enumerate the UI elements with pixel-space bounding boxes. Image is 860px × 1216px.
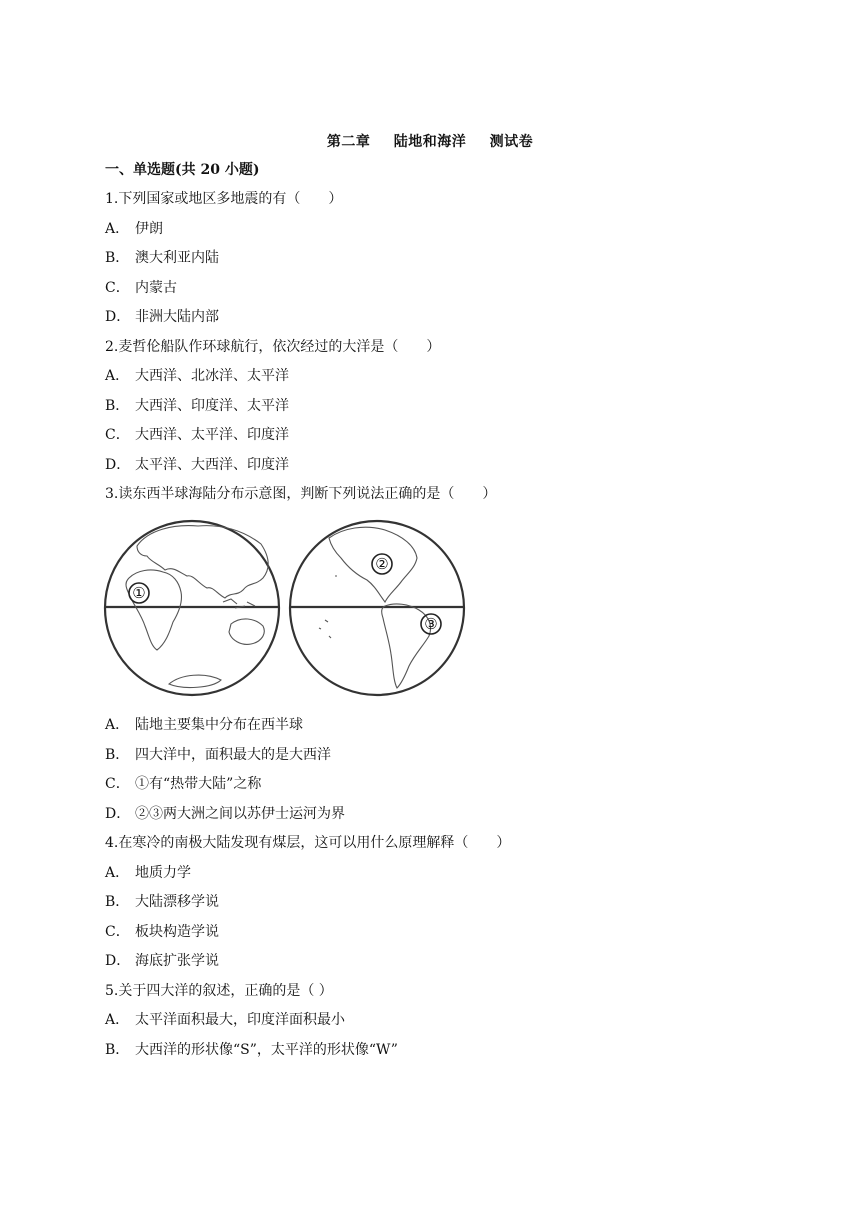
option-letter: D． (105, 953, 131, 969)
option-letter: B． (105, 747, 130, 763)
title-topic: 陆地和海洋 (393, 134, 467, 150)
title-test: 测试卷 (489, 134, 534, 150)
question-3-option-c (105, 775, 261, 793)
question-1-option-d (105, 308, 219, 326)
question-5-option-b (105, 1041, 398, 1059)
option-letter: A． (105, 1012, 130, 1028)
question-4-option-d (105, 952, 219, 970)
option-text: 四大洋中，面积最大的是大西洋 (135, 747, 331, 763)
question-5-stem: 5.关于四大洋的叙述，正确的是（ ） (105, 983, 333, 999)
option-letter: B． (105, 894, 130, 910)
option-text: 内蒙古 (135, 280, 177, 296)
antarctica-east-outline (169, 675, 221, 687)
question-3-option-b (105, 746, 331, 764)
option-letter: A． (105, 865, 130, 881)
question-2-stem: 2.麦哲伦船队作环球航行，依次经过的大洋是（ ） (105, 339, 441, 355)
option-letter: B． (105, 250, 130, 266)
section-heading: 一、单选题(共 20 小题) (105, 162, 260, 178)
question-1-option-b (105, 249, 219, 267)
option-letter: D． (105, 309, 131, 325)
marker-2-label: ② (375, 555, 389, 573)
option-text: 板块构造学说 (135, 924, 219, 940)
question-5-option-a (105, 1011, 345, 1029)
question-4-option-a (105, 864, 191, 882)
question-2-option-a (105, 367, 289, 385)
question-4-option-c (105, 923, 219, 941)
option-letter: D． (105, 457, 131, 473)
option-text: 大西洋、印度洋、太平洋 (135, 398, 289, 414)
question-1-option-a (105, 220, 163, 238)
option-text: 地质力学 (135, 865, 191, 881)
option-text: 大西洋、太平洋、印度洋 (135, 427, 289, 443)
option-letter: B． (105, 1042, 130, 1058)
question-2-option-d (105, 456, 289, 474)
question-1-option-c (105, 279, 177, 297)
option-text: 海底扩张学说 (135, 953, 219, 969)
option-text: 太平洋、大西洋、印度洋 (135, 457, 289, 473)
question-1-stem: 1.下列国家或地区多地震的有（ ） (105, 191, 343, 207)
hemispheres-map-figure (103, 516, 467, 700)
marker-1-label: ① (132, 584, 146, 602)
africa-outline (126, 570, 182, 650)
title-chapter: 第二章 (326, 134, 371, 150)
question-3-option-a (105, 716, 303, 734)
question-4-stem: 4.在寒冷的南极大陆发现有煤层，这可以用什么原理解释（ ） (105, 835, 511, 851)
option-letter: C． (105, 280, 130, 296)
question-3-stem: 3.读东西半球海陆分布示意图，判断下列说法正确的是（ ） (105, 486, 497, 502)
option-letter: D． (105, 806, 131, 822)
option-letter: C． (105, 427, 130, 443)
marker-3-label: ③ (424, 615, 438, 633)
option-text: 伊朗 (135, 221, 163, 237)
option-letter: B． (105, 398, 130, 414)
option-text: 大陆漂移学说 (135, 894, 219, 910)
north-america-outline (329, 527, 417, 602)
question-3-option-d (105, 805, 345, 823)
option-letter: C． (105, 776, 130, 792)
option-text: ①有“热带大陆”之称 (135, 776, 262, 792)
option-letter: A． (105, 221, 130, 237)
option-letter: A． (105, 368, 130, 384)
australia-outline (229, 619, 264, 644)
option-letter: C． (105, 924, 130, 940)
option-text: 太平洋面积最大，印度洋面积最小 (135, 1012, 345, 1028)
option-text: 非洲大陆内部 (135, 309, 219, 325)
page-title (0, 131, 860, 151)
option-text: 大西洋、北冰洋、太平洋 (135, 368, 289, 384)
option-text: ②③两大洲之间以苏伊士运河为界 (135, 806, 345, 822)
option-letter: A． (105, 717, 130, 733)
question-2-option-b (105, 397, 289, 415)
option-text: 澳大利亚内陆 (135, 250, 219, 266)
eurasia-outline (137, 526, 268, 598)
option-text: 陆地主要集中分布在西半球 (135, 717, 303, 733)
question-2-option-c (105, 426, 289, 444)
question-4-option-b (105, 893, 219, 911)
option-text: 大西洋的形状像“S”，太平洋的形状像“W” (135, 1042, 398, 1058)
